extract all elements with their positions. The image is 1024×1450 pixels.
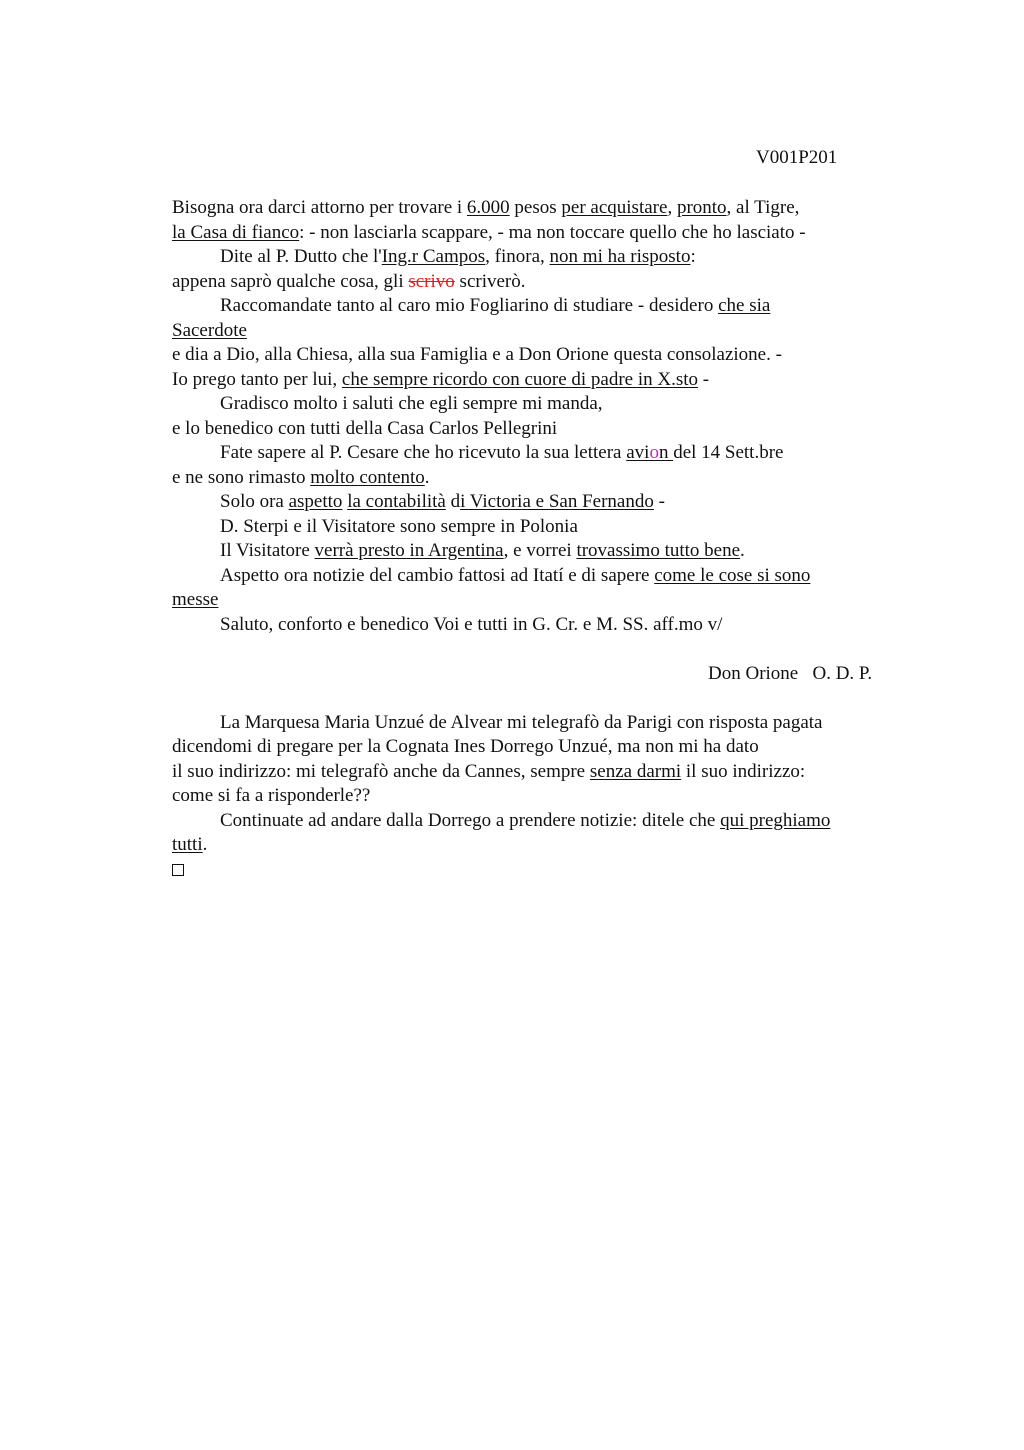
signature: Don Orione O. D. P.: [708, 662, 873, 684]
letter-line-4: appena saprò qualche cosa, gli scrivo scriverò.: [172, 270, 526, 292]
letter-line-9: Gradisco molto i saluti che egli sempre mi manda,: [220, 393, 603, 414]
postscript-line-6: tutti.: [172, 834, 208, 855]
letter-line-12: e ne sono rimasto molto contento.: [172, 466, 430, 488]
letter-line-3: Dite al P. Dutto che l'Ing.r Campos, finora, non mi ha risposto:: [220, 246, 696, 267]
inserted-letter: o: [649, 442, 659, 463]
postscript-line-1: La Marquesa Maria Unzué de Alvear mi telegrafò da Parigi con risposta pagata: [220, 711, 823, 733]
deleted-word: scrivo: [408, 270, 455, 292]
postscript-line-5: Continuate ad andare dalla Dorrego a prendere notizie: ditele che qui preghiamo: [220, 809, 831, 831]
letter-line-13: Solo ora aspetto la contabilità di Victoria e San Fernando -: [220, 491, 665, 512]
letter-line-16: Aspetto ora notizie del cambio fattosi ad Itatí e di sapere come le cose si sono: [220, 564, 811, 586]
letter-line-7: e dia a Dio, alla Chiesa, alla sua Famiglia e a Don Orione questa consolazione. -: [172, 344, 782, 365]
letter-line-5: Raccomandate tanto al caro mio Fogliarino di studiare - desidero che sia: [220, 295, 771, 316]
page-id: V001P201: [756, 147, 838, 168]
letter-line-10: e lo benedico con tutti della Casa Carlos Pellegrini: [172, 417, 558, 439]
letter-line-6: Sacerdote: [172, 319, 247, 341]
letter-line-15: Il Visitatore verrà presto in Argentina, e vorrei trovassimo tutto bene.: [220, 540, 745, 561]
postscript-line-2: dicendomi di pregare per la Cognata Ines Dorrego Unzué, ma non mi ha dato: [172, 736, 759, 757]
letter-line-17: messe: [172, 589, 219, 610]
letter-body: [172, 196, 892, 882]
postscript-line-4: come si fa a risponderle??: [172, 785, 371, 806]
letter-line-1: Bisogna ora darci attorno per trovare i 6.000 pesos per acquistare, pronto, al Tigre,: [172, 197, 800, 218]
letter-line-11: Fate sapere al P. Cesare che ho ricevuto la sua lettera avion del 14 Sett.bre: [220, 442, 784, 463]
letter-line-8: Io prego tanto per lui, che sempre ricordo con cuore di padre in X.sto -: [172, 368, 710, 390]
postscript-line-3: il suo indirizzo: mi telegrafò anche da Cannes, sempre senza darmi il suo indirizzo:: [172, 760, 806, 782]
end-marker: [172, 858, 892, 883]
letter-line-14: D. Sterpi e il Visitatore sono sempre in Polonia: [220, 515, 578, 537]
checkbox-square-icon: [172, 864, 184, 876]
letter-line-2: la Casa di fianco: - non lasciarla scappare, - ma non toccare quello che ho lasciato -: [172, 221, 806, 243]
letter-line-18: Saluto, conforto e benedico Voi e tutti in G. Cr. e M. SS. aff.mo v/: [220, 613, 723, 635]
